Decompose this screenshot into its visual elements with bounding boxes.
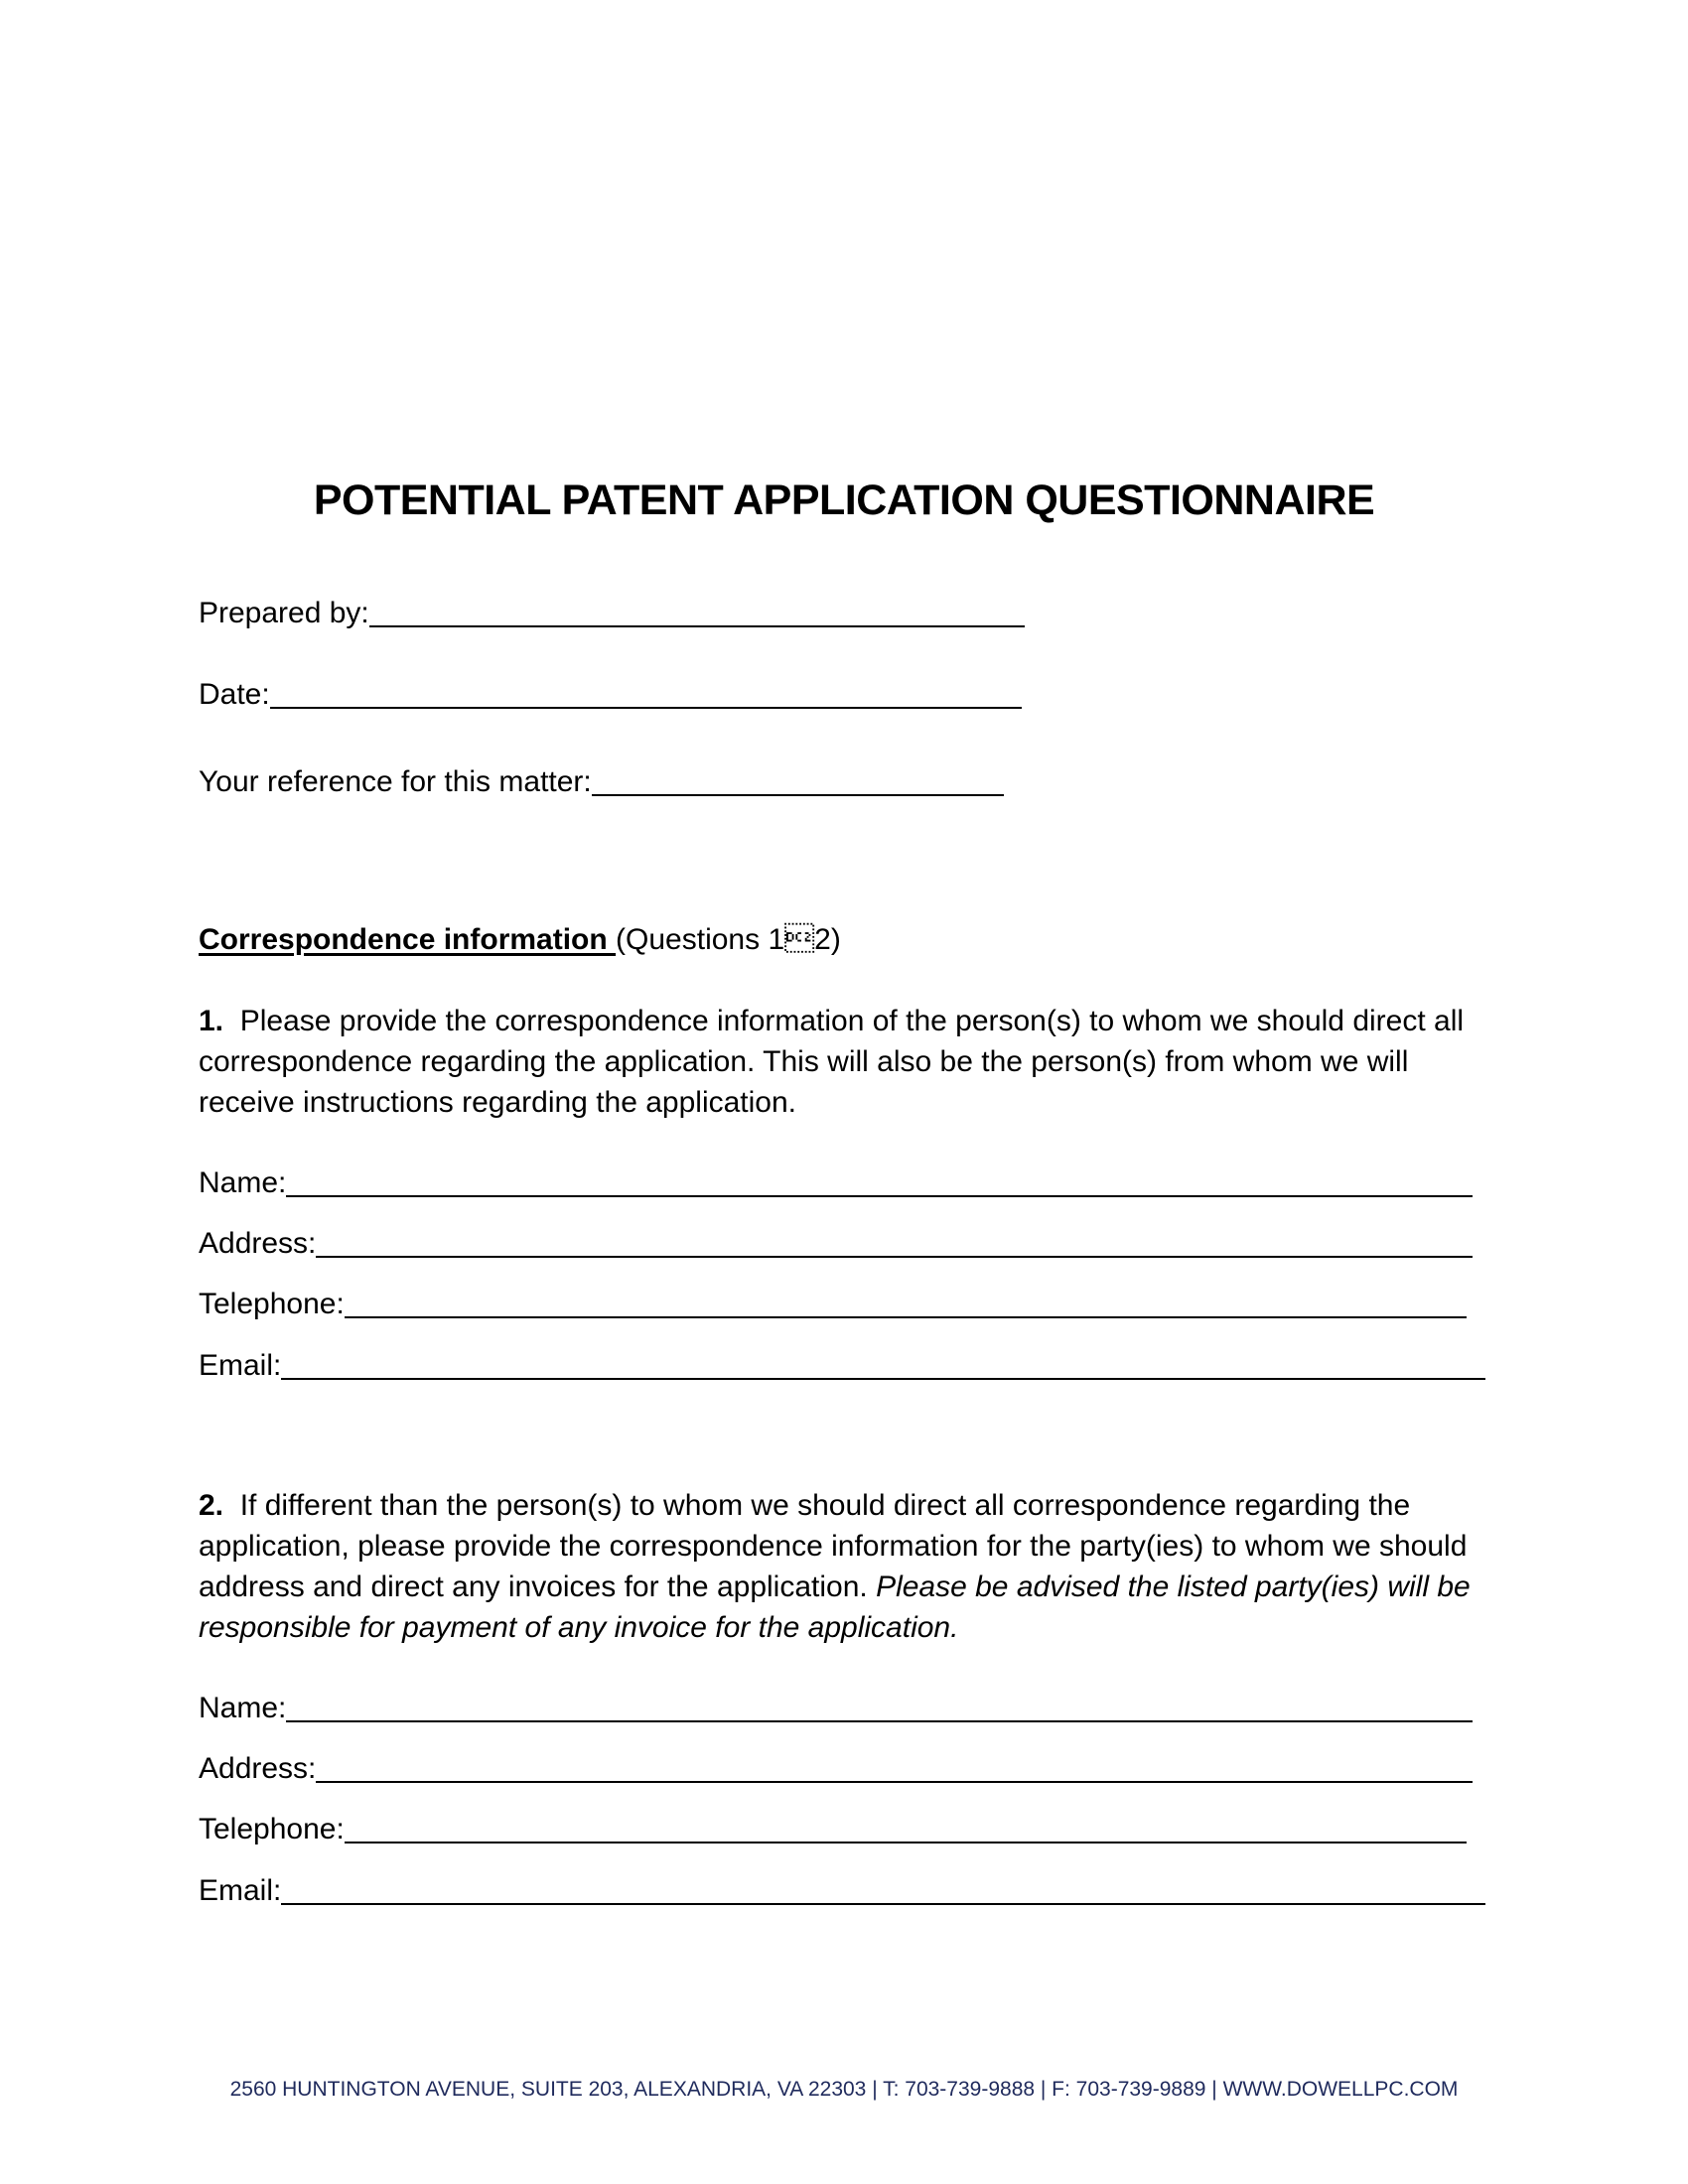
reference-label: Your reference for this matter: [199, 765, 592, 798]
question-2-notice: Please be advised the listed party(ies) will be responsible for payment of any invoice for the application. [199, 1570, 1471, 1644]
question-2-number: 2. [199, 1489, 224, 1522]
date-label: Date: [199, 678, 270, 711]
q2-address-input[interactable] [316, 1751, 1473, 1783]
date-input[interactable] [270, 677, 1022, 709]
prepared-by-field [199, 590, 1025, 633]
q1-address-label: Address: [199, 1227, 317, 1260]
q2-email-label: Email: [199, 1874, 282, 1907]
question-1-number: 1. [199, 1005, 224, 1037]
q1-telephone-input[interactable] [345, 1287, 1467, 1318]
footer-contact-info: 2560 HUNTINGTON AVENUE, SUITE 203, ALEXANDRIA, VA 22303 | T: 703-739-9888 | F: 703-739-9889 | WWW.DOWELLPC.COM [229, 2078, 1459, 2101]
q1-email-input[interactable] [281, 1348, 1485, 1380]
q2-email-input[interactable] [281, 1873, 1485, 1905]
q2-address-label: Address: [199, 1752, 317, 1785]
q1-name-field [199, 1160, 1473, 1203]
q1-name-input[interactable] [286, 1165, 1473, 1197]
question-1 [199, 1001, 1499, 1123]
q2-name-label: Name: [199, 1692, 287, 1724]
q2-telephone-label: Telephone: [199, 1813, 345, 1845]
date-field [199, 671, 1022, 715]
q1-email-label: Email: [199, 1349, 282, 1382]
reference-field [199, 758, 1004, 802]
section-heading [199, 923, 841, 957]
section-heading-questions: (Questions 12) [616, 923, 841, 956]
question-2-text: If different than the person(s) to whom we should direct all correspondence regarding the application, please provide the correspondence information for the party(ies) to whom we should address and direct any invoices for the application. [199, 1489, 1468, 1603]
reference-input[interactable] [592, 764, 1004, 796]
q1-name-label: Name: [199, 1166, 287, 1199]
q2-name-field [199, 1685, 1473, 1728]
q1-telephone-field [199, 1281, 1467, 1324]
q2-telephone-input[interactable] [345, 1812, 1467, 1843]
prepared-by-label: Prepared by: [199, 597, 369, 629]
q1-telephone-label: Telephone: [199, 1288, 345, 1320]
document-title: POTENTIAL PATENT APPLICATION QUESTIONNAIRE [313, 477, 1375, 524]
question-2 [199, 1485, 1499, 1648]
q1-address-field [199, 1220, 1473, 1264]
question-1-text: Please provide the correspondence information of the person(s) to whom we should direct all correspondence regarding the application. This will also be the person(s) from whom we will receive instructions regarding the application. [199, 1005, 1465, 1119]
prepared-by-input[interactable] [369, 596, 1025, 627]
q2-address-field [199, 1745, 1473, 1789]
q2-email-field [199, 1867, 1485, 1911]
q1-address-input[interactable] [316, 1226, 1473, 1258]
section-heading-title: Correspondence information [199, 923, 617, 956]
q1-email-field [199, 1342, 1485, 1386]
q2-name-input[interactable] [286, 1691, 1473, 1722]
q2-telephone-field [199, 1806, 1467, 1849]
